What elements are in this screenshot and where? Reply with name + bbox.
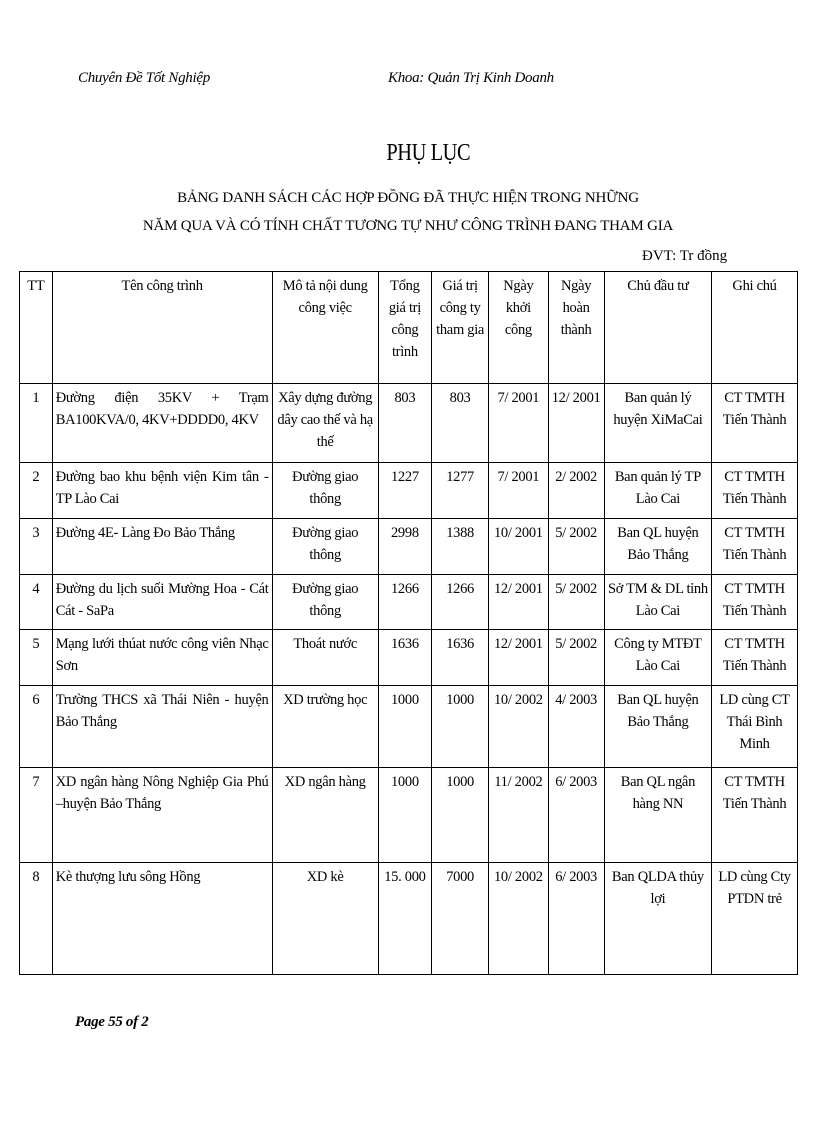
- cell-desc: Xây dựng đường dây cao thế và hạ thế: [272, 384, 378, 463]
- cell-start: 10/ 2002: [489, 863, 548, 975]
- cell-end: 6/ 2003: [548, 863, 604, 975]
- header-left: Chuyên Đề Tốt Nghiệp: [78, 70, 210, 86]
- cell-tt: 3: [20, 519, 53, 575]
- cell-end: 4/ 2003: [548, 686, 604, 768]
- header-note: Ghi chú: [712, 272, 798, 384]
- cell-desc: Đường giao thông: [272, 519, 378, 575]
- cell-note: CT TMTH Tiến Thành: [712, 463, 798, 519]
- page-footer: Page 55 of 2: [75, 1014, 149, 1030]
- cell-name: Trường THCS xã Thái Niên - huyện Bảo Thắng: [52, 686, 272, 768]
- cell-name: Mạng lưới thúat nước công viên Nhạc Sơn: [52, 630, 272, 686]
- cell-end: 6/ 2003: [548, 768, 604, 863]
- cell-start: 7/ 2001: [489, 463, 548, 519]
- cell-name: Kè thượng lưu sông Hồng: [52, 863, 272, 975]
- cell-start: 12/ 2001: [489, 630, 548, 686]
- cell-start: 12/ 2001: [489, 575, 548, 630]
- cell-end: 12/ 2001: [548, 384, 604, 463]
- cell-tt: 6: [20, 686, 53, 768]
- table-row: [20, 686, 798, 768]
- cell-company: 1266: [431, 575, 488, 630]
- cell-note: CT TMTH Tiến Thành: [712, 384, 798, 463]
- header-right: Khoa: Quản Trị Kinh Doanh: [388, 70, 554, 86]
- cell-total: 803: [378, 384, 431, 463]
- cell-total: 1227: [378, 463, 431, 519]
- header-total: Tổng giá trị công trình: [378, 272, 431, 384]
- header-company: Giá trị công ty tham gia: [431, 272, 488, 384]
- cell-end: 5/ 2002: [548, 575, 604, 630]
- cell-note: LD cùng CT Thái Bình Minh: [712, 686, 798, 768]
- cell-total: 1000: [378, 768, 431, 863]
- cell-owner: Ban quản lý TP Lào Cai: [604, 463, 711, 519]
- subtitle-line-2: NĂM QUA VÀ CÓ TÍNH CHẤT TƯƠNG TỰ NHƯ CÔNG TRÌNH ĐANG THAM GIA: [142, 218, 674, 234]
- cell-start: 7/ 2001: [489, 384, 548, 463]
- page-title: PHỤ LỤC: [386, 140, 470, 166]
- table-row: [20, 863, 798, 975]
- cell-start: 10/ 2001: [489, 519, 548, 575]
- cell-tt: 8: [20, 863, 53, 975]
- cell-desc: Đường giao thông: [272, 575, 378, 630]
- cell-total: 1000: [378, 686, 431, 768]
- cell-owner: Ban QL huyện Bảo Thắng: [604, 519, 711, 575]
- cell-company: 1000: [431, 686, 488, 768]
- contracts-table: [19, 271, 798, 975]
- header-desc: Mô tả nội dung công việc: [272, 272, 378, 384]
- cell-tt: 1: [20, 384, 53, 463]
- cell-company: 1388: [431, 519, 488, 575]
- cell-desc: XD kè: [272, 863, 378, 975]
- cell-total: 1636: [378, 630, 431, 686]
- cell-desc: Thoát nước: [272, 630, 378, 686]
- cell-company: 7000: [431, 863, 488, 975]
- cell-note: CT TMTH Tiến Thành: [712, 630, 798, 686]
- header-tt: TT: [20, 272, 53, 384]
- cell-note: CT TMTH Tiến Thành: [712, 519, 798, 575]
- cell-start: 11/ 2002: [489, 768, 548, 863]
- cell-name: XD ngân hàng Nông Nghiệp Gia Phú –huyện Bảo Thắng: [52, 768, 272, 863]
- cell-note: CT TMTH Tiến Thành: [712, 768, 798, 863]
- table-row: [20, 463, 798, 519]
- cell-owner: Ban quản lý huyện XiMaCai: [604, 384, 711, 463]
- header-start: Ngày khởi công: [489, 272, 548, 384]
- cell-total: 1266: [378, 575, 431, 630]
- cell-end: 5/ 2002: [548, 630, 604, 686]
- cell-tt: 7: [20, 768, 53, 863]
- cell-total: 15. 000: [378, 863, 431, 975]
- table-row: [20, 630, 798, 686]
- header-end: Ngày hoàn thành: [548, 272, 604, 384]
- cell-name: Đường 4E- Làng Đo Bảo Thắng: [52, 519, 272, 575]
- cell-company: 1636: [431, 630, 488, 686]
- cell-note: LD cùng Cty PTDN trẻ: [712, 863, 798, 975]
- cell-end: 5/ 2002: [548, 519, 604, 575]
- cell-note: CT TMTH Tiến Thành: [712, 575, 798, 630]
- page-title-wrap: [0, 140, 816, 167]
- cell-tt: 2: [20, 463, 53, 519]
- cell-start: 10/ 2002: [489, 686, 548, 768]
- header-name: Tên công trình: [52, 272, 272, 384]
- cell-company: 803: [431, 384, 488, 463]
- cell-owner: Công ty MTĐT Lào Cai: [604, 630, 711, 686]
- cell-owner: Ban QLDA thủy lợi: [604, 863, 711, 975]
- cell-desc: XD trường học: [272, 686, 378, 768]
- cell-company: 1277: [431, 463, 488, 519]
- unit-label: ĐVT: Tr đồng: [642, 248, 728, 264]
- cell-desc: XD ngân hàng: [272, 768, 378, 863]
- table-row: [20, 519, 798, 575]
- table-row: [20, 384, 798, 463]
- cell-name: Đường du lịch suối Mường Hoa - Cát Cát - SaPa: [52, 575, 272, 630]
- cell-owner: Ban QL huyện Bảo Thắng: [604, 686, 711, 768]
- cell-tt: 5: [20, 630, 53, 686]
- table-row: [20, 575, 798, 630]
- cell-tt: 4: [20, 575, 53, 630]
- table-row: [20, 768, 798, 863]
- table-header-row: [20, 272, 798, 384]
- cell-owner: Ban QL ngân hàng NN: [604, 768, 711, 863]
- cell-end: 2/ 2002: [548, 463, 604, 519]
- cell-name: Đường bao khu bệnh viện Kim tân - TP Lào Cai: [52, 463, 272, 519]
- header-owner: Chủ đầu tư: [604, 272, 711, 384]
- cell-company: 1000: [431, 768, 488, 863]
- cell-desc: Đường giao thông: [272, 463, 378, 519]
- cell-owner: Sở TM & DL tỉnh Lào Cai: [604, 575, 711, 630]
- cell-total: 2998: [378, 519, 431, 575]
- cell-name: Đường điện 35KV + Trạm BA100KVA/0, 4KV+DDDD0, 4KV: [52, 384, 272, 463]
- subtitle-line-1: BẢNG DANH SÁCH CÁC HỢP ĐỒNG ĐÃ THỰC HIỆN TRONG NHỮNG: [177, 190, 639, 206]
